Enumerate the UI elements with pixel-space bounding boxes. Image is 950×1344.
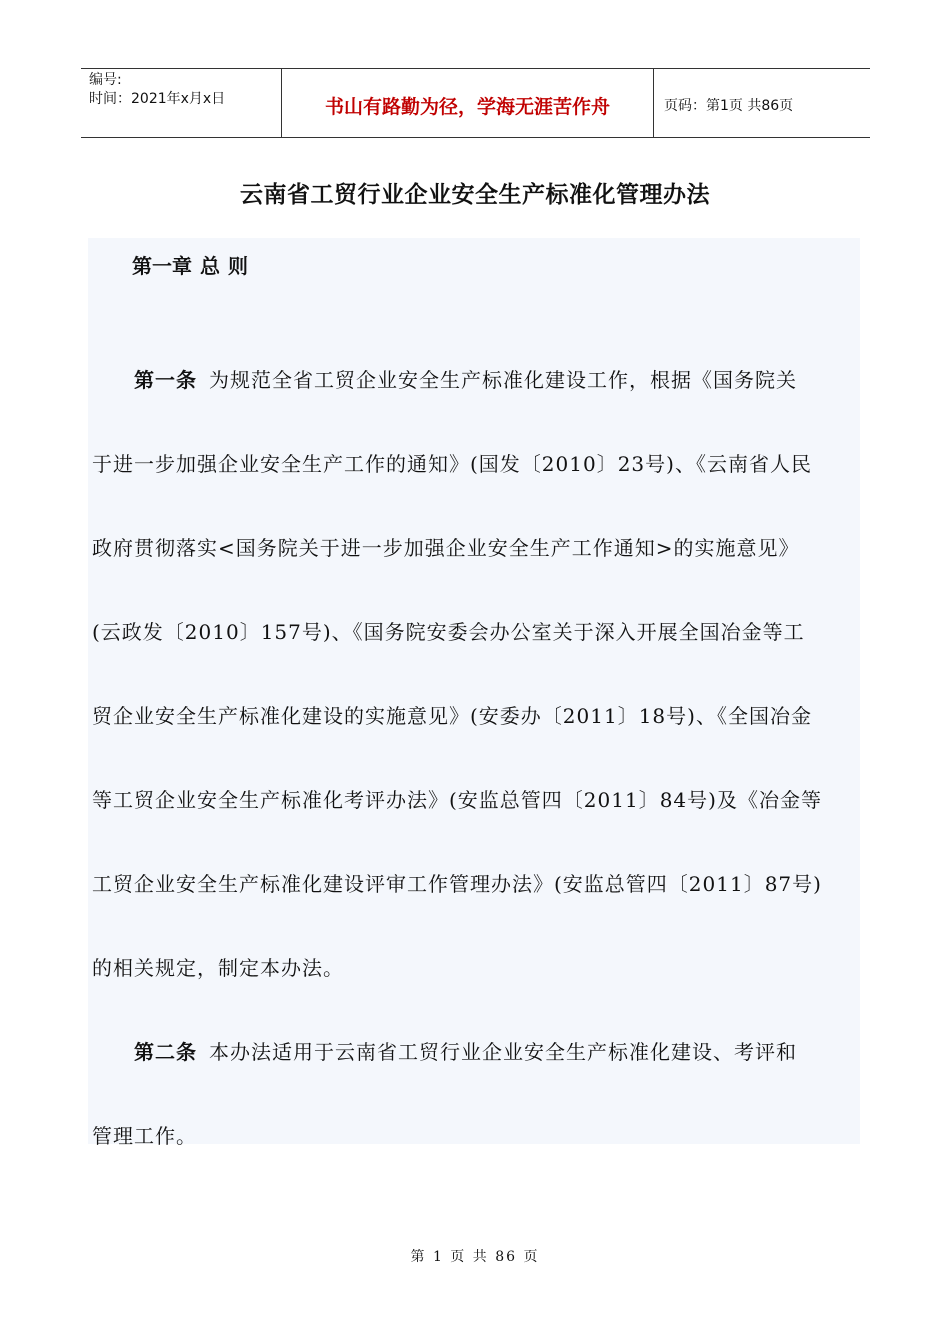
chapter-title-char-1: 总 <box>200 254 220 278</box>
article-1 <box>92 338 858 1010</box>
article-1-text: 为规范全省工贸企业安全生产标准化建设工作，根据《国务院关 <box>209 368 797 392</box>
document-title: 云南省工贸行业企业安全生产标准化管理办法 <box>240 181 710 208</box>
article-1-line <box>92 338 858 422</box>
article-2-line <box>92 1010 858 1094</box>
chapter-number: 第一章 <box>132 254 192 278</box>
article-1-line: 等工贸企业安全生产标准化考评办法》(安监总管四〔2011〕84号)及《冶金等 <box>92 788 822 812</box>
article-2-label: 第二条 <box>134 1040 197 1064</box>
article-1-line: 贸企业安全生产标准化建设的实施意见》(安委办〔2011〕18号)、《全国冶金 <box>92 704 812 728</box>
article-1-line: 于进一步加强企业安全生产工作的通知》(国发〔2010〕23号)、《云南省人民 <box>92 452 812 476</box>
page-header <box>81 68 870 138</box>
article-2-text: 本办法适用于云南省工贸行业企业安全生产标准化建设、考评和 <box>209 1040 797 1064</box>
article-2 <box>92 1010 858 1178</box>
document-number-label: 编号: <box>89 72 122 88</box>
header-info <box>81 69 281 137</box>
document-body <box>92 248 858 1178</box>
header-motto-cell <box>281 69 654 137</box>
article-2-line: 管理工作。 <box>92 1124 197 1148</box>
page-footer: 第 1 页 共 86 页 <box>410 1249 540 1265</box>
chapter-title-char-2: 则 <box>228 254 248 278</box>
article-1-line: 工贸企业安全生产标准化建设评审工作管理办法》(安监总管四〔2011〕87号) <box>92 872 822 896</box>
header-motto: 书山有路勤为径，学海无涯苦作舟 <box>324 95 610 118</box>
article-1-line: 的相关规定，制定本办法。 <box>92 956 344 980</box>
document-time-label: 时间：2021年x月x日 <box>89 91 226 107</box>
chapter-heading <box>132 248 858 284</box>
article-1-line: (云政发〔2010〕157号)、《国务院安委会办公室关于深入开展全国冶金等工 <box>92 620 805 644</box>
article-1-label: 第一条 <box>134 368 197 392</box>
header-page-code: 页码：第1页 共86页 <box>664 98 794 114</box>
article-1-line: 政府贯彻落实<国务院关于进一步加强企业安全生产工作通知>的实施意见》 <box>92 536 800 560</box>
